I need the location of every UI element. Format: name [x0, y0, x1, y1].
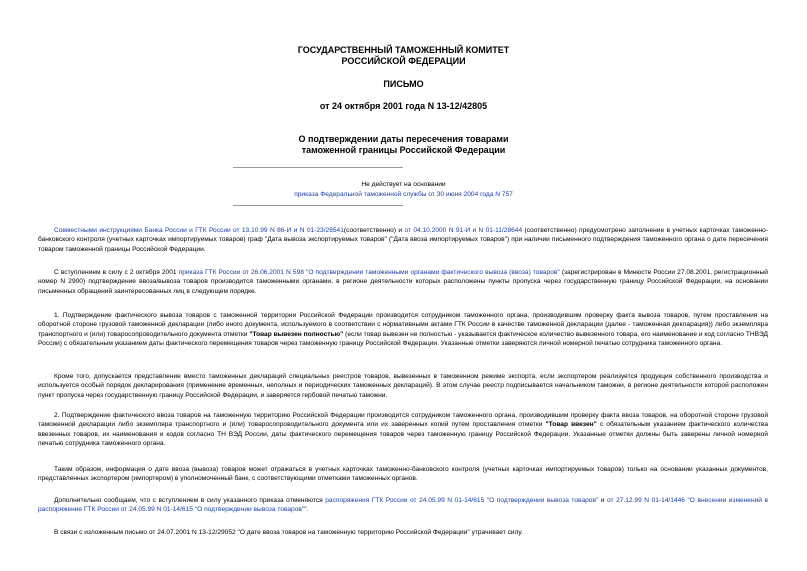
paragraph-3: 1. Подтверждение фактического вывоза товаров с таможенной территории Российской Федерации производится сотрудником таможенного органа, производившим проверку факта вывоза товаров, путем проставления на оборотной стороне грузовой таможенной декларации (либо иного документа, используемого в соответствии с нормативными актами ГТК России в качестве таможенной декларации (далее - таможенная декларация)) либо экземпляра транспортного и (или) товаросопроводительного документа отметки "Товар вывезен полностью" (если товар вывезен не полностью - указывается фактическое количество вывезенного товара, его наименование и код согласно ТНВЭД России) с обязательным указанием даты фактического перемещения товаров через таможенную границу Российской Федерации. Указанные отметки заверяются личной номерной печатью сотрудника таможенного органа.	[38, 312, 768, 347]
subject-line-1: О подтверждении даты пересечения товарами	[298, 134, 509, 144]
divider-top	[233, 167, 403, 168]
status-text: Не действует на основании	[361, 181, 446, 188]
instructions-2000-link[interactable]: от 04.10.2000 N 91-И и N 01-11/28644	[404, 227, 523, 234]
paragraph-7: Дополнительно сообщаем, что с вступлением в силу указанного приказа отменяются распоряжения ГТК России от 24.05.99 N 01-14/615 "О подтверждении вывоза товаров" и от 27.12.99 N 01-14/1446 "О внесении изменений в распоряжение ГТК России от 24.05.99 N 01-14/615 "О подтверждении вывоза товаров"".	[38, 497, 768, 514]
document-date-number: от 24 октября 2001 года N 13-12/42805	[319, 101, 488, 111]
paragraph-2: С вступлением в силу с 2 октября 2001 приказа ГТК России от 26.06.2001 N 598 "О подтверждении таможенными органами фактического вывоза (ввоза) товаров" (зарегистрирован в Минюсте России 27.08.2001, регистрационный номер N 2900) подтверждение ввоза/вывоза товаров производится таможенными органами, в регионе деятельности которых расположены пункты пропуска через государственную границу Российской Федерации, на основании письменных обращений заинтересованных лиц в следующем порядке.	[38, 269, 768, 295]
paragraph-1: Совместными инструкциями Банка России и ГТК России от 13.10.99 N 86-И и N 01-23/26541(соответственно) и от 04.10.2000 N 91-И и N 01-11/28644 (соответственно) предусмотрено заполнение в учетных карточках таможенно-банковского контроля (учетных карточках импортируемых товаров) граф "Дата вывоза экспортируемых товаров" ("Дата ввоза импортируемых товаров") при наличии письменного подтверждения таможенного органа о дате пересечения товаром таможенной границы Российской Федерации.	[38, 227, 769, 253]
document-status	[0, 180, 807, 200]
export-mark: "Товар вывезен полностью"	[249, 330, 344, 338]
instructions-link[interactable]: Совместными инструкциями Банка России и ГТК России от 13.10.99 N 86-И и N 01-23/26541	[54, 227, 344, 234]
paragraph-4: Кроме того, допускается представление вместо таможенных деклараций специальных реестров товаров, вывезенных в таможенном режиме экспорта, если экспортером реализуется продукция собственного производства и используется особый порядок декларирования (применение временных, неполных и периодических таможенных деклараций). В этом случае реестр подписывается начальником таможни, в регионе деятельности которой расположен пункт пропуска через государственную границу Российской Федерации, и заверяется гербовой печатью таможни.	[38, 373, 768, 399]
document-type: ПИСЬМО	[383, 79, 424, 89]
subject-line-2: таможенной границы Российской Федерации	[301, 145, 506, 155]
paragraph-8: В связи с изложенным письмо от 24.07.2001 N 13-12/29052 "О дате ввоза товаров на таможенную территорию Российской Федерации" утрачивает силу.	[54, 529, 523, 536]
import-mark: "Товар ввезен"	[545, 421, 597, 429]
paragraph-6: Таким образом, информация о дате ввоза (вывоза) товаров может отражаться в учетных карточках таможенно-банковского контроля (учетных карточках импортируемых товаров) только на основании указанных документов, представленных экспортером (импортером) в уполномоченный банк, с соответствующими отметками таможенных органов.	[38, 466, 768, 483]
document-subject	[0, 134, 807, 156]
status-link[interactable]: приказа Федеральной таможенной службы от 30 июня 2004 года N 757	[294, 191, 513, 198]
issuing-authority	[0, 45, 807, 67]
order-598-link[interactable]: приказа ГТК России от 26.06.2001 N 598 "О подтверждении таможенными органами фактического вывоза (ввоза) товаров"	[178, 269, 560, 276]
order-1446-link[interactable]: от 27.12.99 N 01-14/1446 "О внесении изменений в распоряжение ГТК России от 24.05.99 N 01-14/615 "О подтверждении вывоза товаров"	[38, 497, 768, 514]
paragraph-5: 2. Подтверждение фактического ввоза товаров на таможенную территорию Российской Федерации производится сотрудником таможенного органа, производившим проверку факта ввоза товаров, на оборотной стороне грузовой таможенной декларации либо экземпляра транспортного и (или) товаросопроводительного документа или их заверенных копий путем проставления отметки "Товар ввезен" с обязательным указанием фактического количества ввезенных товаров, их наименования и кодов согласно ТН ВЭД России, даты фактического перемещения товаров через таможенную границу Российской Федерации. Указанные отметки должны быть заверены личной номерной печатью сотрудника таможенного органа.	[38, 412, 768, 447]
divider-bottom	[233, 205, 403, 206]
authority-line-1: ГОСУДАРСТВЕННЫЙ ТАМОЖЕННЫЙ КОМИТЕТ	[297, 45, 510, 55]
authority-line-2: РОССИЙСКОЙ ФЕДЕРАЦИИ	[341, 56, 466, 66]
order-615-link[interactable]: распоряжения ГТК России от 24.05.99 N 01-14/615 "О подтверждении вывоза товаров"	[325, 497, 599, 504]
